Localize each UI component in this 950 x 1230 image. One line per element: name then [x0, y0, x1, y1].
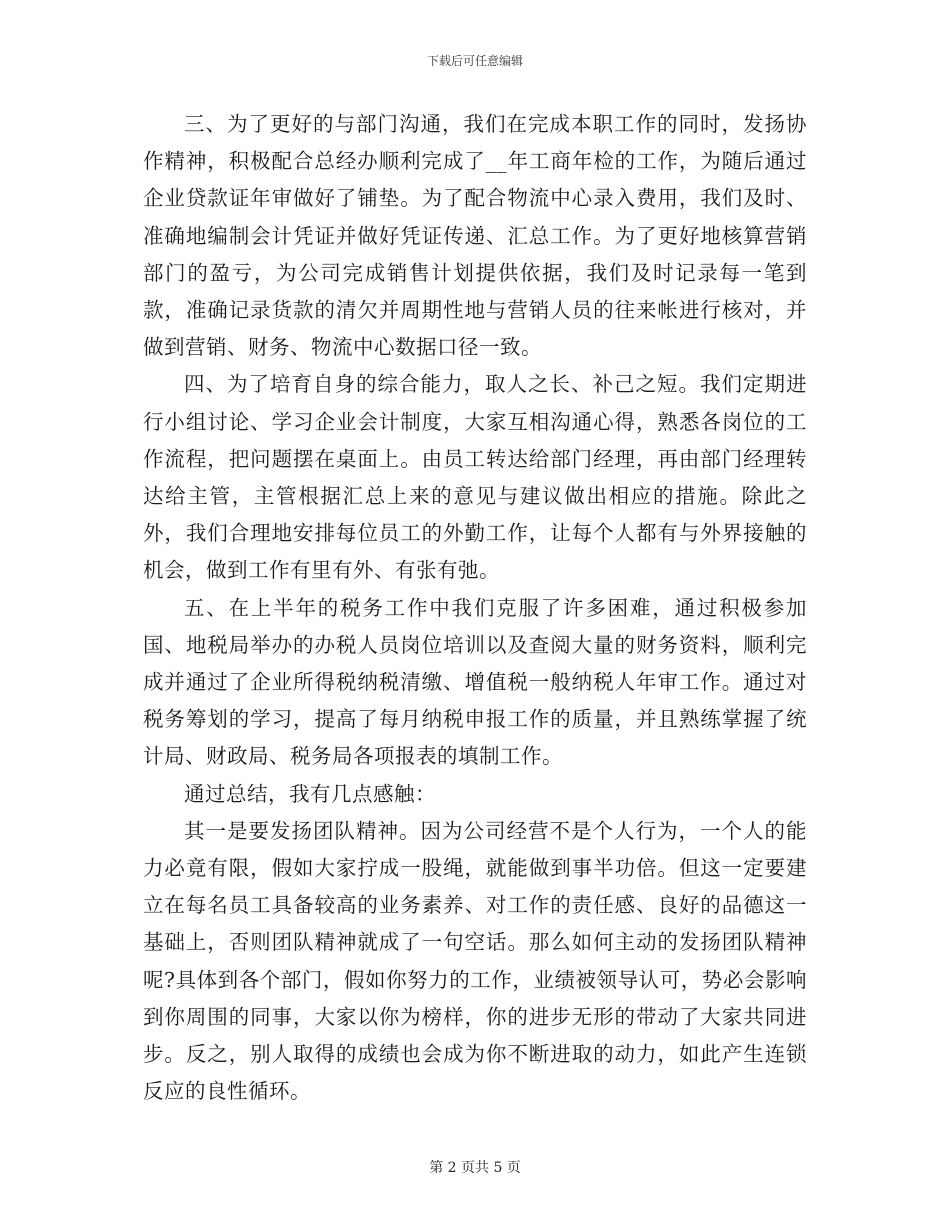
paragraph-3: 三、为了更好的与部门沟通，我们在完成本职工作的同时，发扬协作精神，积极配合总经办顺利完成了__年工商年检的工作，为随后通过企业贷款证年审做好了铺垫。为了配合物流中心录入费用，我们及时、准确地编制会计凭证并做好凭证传递、汇总工作。为了更好地核算营销部门的盈亏，为公司完成销售计划提供依据，我们及时记录每一笔到款，准确记录货款的清欠并周期性地与营销人员的往来帐进行核对，并做到营销、财务、物流中心数据口径一致。	[143, 112, 807, 360]
page-header: 下载后可任意编辑	[426, 54, 523, 68]
paragraph-5: 五、在上半年的税务工作中我们克服了许多困难，通过积极参加国、地税局举办的办税人员岗位培训以及查阅大量的财务资料，顺利完成并通过了企业所得税纳税清缴、增值税一般纳税人年审工作。通过对税务筹划的学习，提高了每月纳税申报工作的质量，并且熟练掌握了统计局、财政局、税务局各项报表的填制工作。	[143, 595, 807, 769]
paragraph-4: 四、为了培育自身的综合能力，取人之长、补己之短。我们定期进行小组讨论、学习企业会计制度，大家互相沟通心得，熟悉各岗位的工作流程，把问题摆在桌面上。由员工转达给部门经理，再由部门经理转达给主管，主管根据汇总上来的意见与建议做出相应的措施。除此之外，我们合理地安排每位员工的外勤工作，让每个人都有与外界接触的机会，做到工作有里有外、有张有弛。	[143, 372, 807, 583]
document-body	[143, 106, 807, 1110]
page-number: 第 2 页共 5 页	[429, 1160, 521, 1176]
paragraph-teamwork: 其一是要发扬团队精神。因为公司经营不是个人行为，一个人的能力必竟有限，假如大家拧成一股绳，就能做到事半功倍。但这一定要建立在每名员工具备较高的业务素养、对工作的责任感、良好的品德这一基础上，否则团队精神就成了一句空话。那么如何主动的发扬团队精神呢?具体到各个部门，假如你努力的工作，业绩被领导认可，势必会影响到你周围的同事，大家以你为榜样，你的进步无形的带动了大家共同进步。反之，别人取得的成绩也会成为你不断进取的动力，如此产生连锁反应的良性循环。	[143, 818, 807, 1104]
summary-intro: 通过总结，我有几点感触：	[184, 781, 436, 806]
